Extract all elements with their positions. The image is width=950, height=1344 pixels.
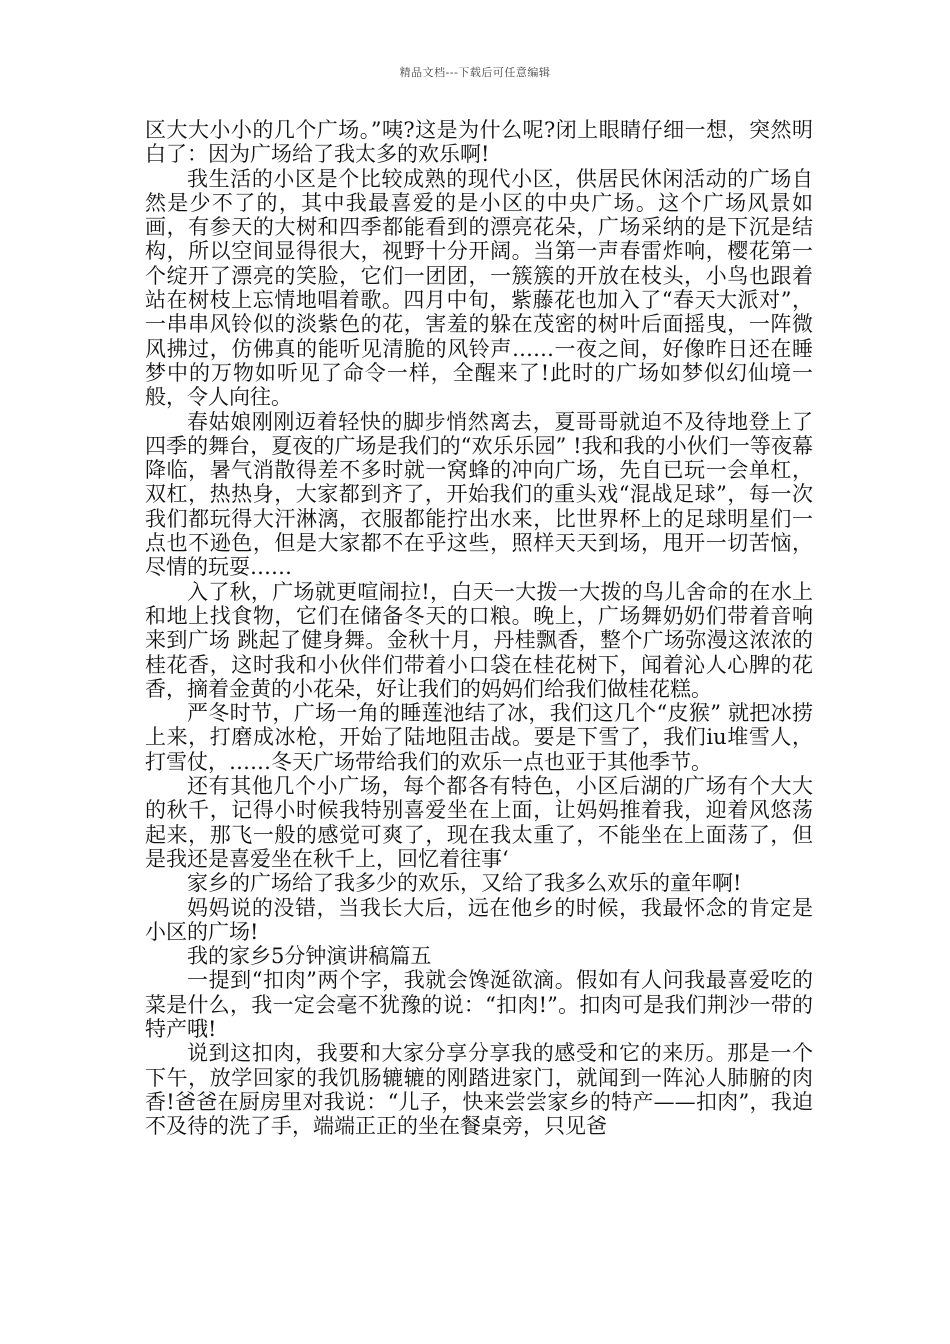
section-title: 我的家乡5分钟演讲稿篇五 <box>187 944 432 969</box>
paragraph: 我生活的小区是个比较成熟的现代小区，供居民休闲活动的广场自然是少不了的，其中我最喜爱的是小区的中央广场。这个广场风景如画，有参天的大树和四季都能看到的漂亮花朵，广场采纳的是下沉是结构，所以空间显得很大，视野十分开阔。当第一声春雷炸响，樱花第一个绽开了漂亮的笑脸，它们一团团，一簇簇的开放在枝头，小鸟也跟着站在树枝上忘情地唱着歌。四月中旬，紫藤花也加入了“春天大派对”，一串串风铃似的淡紫色的花，害羞的躲在茂密的树叶后面摇曳，一阵微风拂过，仿佛真的能听见清脆的风铃声……一夜之间，好像昨日还在睡梦中的万物如听见了命令一样，全醒来了!此时的广场如梦似幻仙境一般，令人向往。 <box>145 166 813 410</box>
paragraph: 还有其他几个小广场，每个都各有特色，小区后湖的广场有个大大的秋千，记得小时候我特别喜爱坐在上面，让妈妈推着我，迎着风悠荡起来，那飞一般的感觉可爽了，现在我太重了，不能坐在上面荡了，但是我还是喜爱坐在秋千上，回忆着往事‘ <box>145 774 813 871</box>
paragraph: 区大大小小的几个广场。”咦?这是为什么呢?闭上眼睛仔细一想，突然明白了：因为广场给了我太多的欢乐啊! <box>145 118 813 167</box>
paragraph: 家乡的广场给了我多少的欢乐，又给了我多么欢乐的童年啊! <box>187 871 742 896</box>
paragraph: 入了秋，广场就更喧闹拉!，白天一大拨一大拨的鸟儿舍命的在水上和地上找食物，它们在储备冬天的口粮。晚上，广场舞奶奶们带着音响来到广场 跳起了健身舞。金秋十月，丹桂飘香，整个广场弥漫这浓浓的桂花香，这时我和小伙伴们带着小口袋在桂花树下，闻着沁人心脾的花香，摘着金黄的小花朵，好让我们的妈妈们给我们做桂花糕。 <box>145 579 813 701</box>
paragraph: 严冬时节，广场一角的睡莲池结了冰，我们这几个“皮猴” 就把冰捞上来，打磨成冰枪，开始了陆地阻击战。要是下雪了，我们iu堆雪人，打雪仗，……冬天广场带给我们的欢乐一点也亚于其他季节。 <box>145 701 813 774</box>
document-body <box>145 118 813 1138</box>
paragraph: 一提到“扣肉”两个字，我就会馋涎欲滴。假如有人问我最喜爱吃的菜是什么，我一定会毫不犹豫的说：“扣肉!”。扣肉可是我们荆沙一带的特产哦! <box>145 968 813 1041</box>
paragraph: 春姑娘刚刚迈着轻快的脚步悄然离去，夏哥哥就迫不及待地登上了四季的舞台，夏夜的广场是我们的“欢乐乐园” !我和我的小伙们一等夜幕降临，暑气消散得差不多时就一窝蜂的冲向广场，先自已玩一会单杠，双杠，热热身，大家都到齐了，开始我们的重头戏“混战足球”，每一次我们都玩得大汗淋漓，衣服都能拧出水来，比世界杯上的足球明星们一点也不逊色，但是大家都不在乎这些，照样天天到场，甩开一切苦恼，尽情的玩耍…… <box>145 409 813 580</box>
paragraph: 妈妈说的没错，当我长大后，远在他乡的时候，我最怀念的肯定是小区的广场! <box>145 895 813 944</box>
paragraph: 说到这扣肉，我要和大家分享分享我的感受和它的来历。那是一个下午，放学回家的我饥肠辘辘的刚踏进家门，就闻到一阵沁人肺腑的肉香!爸爸在厨房里对我说：“儿子，快来尝尝家乡的特产——扣肉”，我迫不及待的洗了手，端端正正的坐在餐桌旁，只见爸 <box>145 1041 813 1139</box>
page-header: 精品文档---下载后可任意编辑 <box>399 66 551 79</box>
